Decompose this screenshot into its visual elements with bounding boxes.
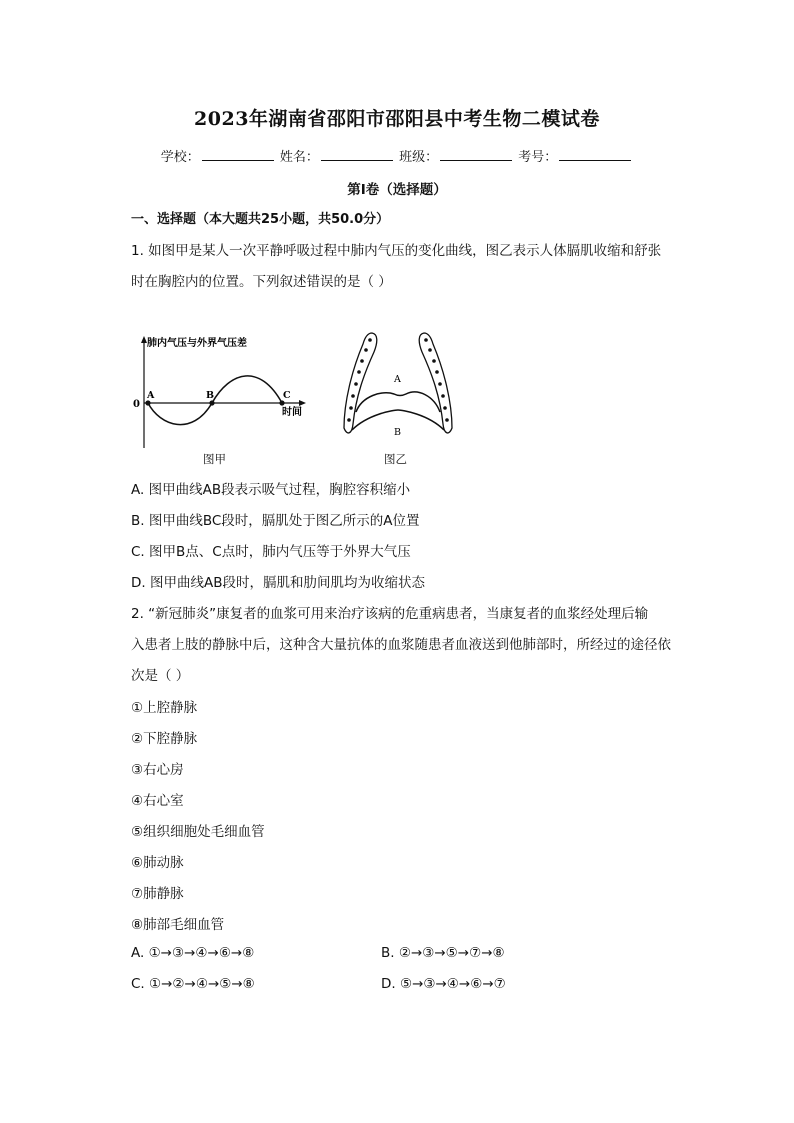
pressure-curve [148,376,282,425]
figure-yi-caption: 图乙 [384,452,407,466]
point-a-label: A [147,390,155,401]
exam-no-blank [559,148,631,161]
q2-option-d: D. ⑤→③→④→⑥→⑦ [381,976,506,992]
q2-item: ③右心房 [131,762,184,778]
q1-option-a: A. 图甲曲线AB段表示吸气过程，胸腔容积缩小 [131,482,411,498]
student-info-row [0,146,794,165]
q2-item: ②下腔静脉 [131,731,198,747]
graph-xlabel: 时间 [282,407,302,418]
point-b-label: B [206,390,215,401]
q1-option-b: B. 图甲曲线BC段时，膈肌处于图乙所示的A位置 [131,513,420,529]
class-label: 班级： [399,150,439,165]
q2-item: ④右心室 [131,793,184,809]
q2-stem-line1: 2. “新冠肺炎”康复者的血浆可用来治疗该病的危重病患者，当康复者的血浆经处理后输 [131,606,649,622]
diaphragm-b-label: B [394,427,401,438]
graph-ylabel: 肺内气压与外界气压差 [147,338,247,349]
name-label: 姓名： [279,150,319,165]
school-label: 学校： [160,150,200,165]
q2-item: ⑧肺部毛细血管 [131,917,225,933]
q2-stem-line2: 入患者上肢的静脉中后，这种含大量抗体的血浆随患者血液送到他肺部时，所经过的途径依 [131,637,671,653]
figure-yi-thorax [332,330,462,452]
graph-origin: 0 [133,399,140,410]
q1-stem-line2: 时在胸腔内的位置。下列叙述错误的是（ ） [131,274,392,290]
point-c-dot [279,400,284,405]
q2-item: ⑤组织细胞处毛细血管 [131,824,265,840]
q2-item: ①上腔静脉 [131,700,198,716]
figure-jia-caption: 图甲 [203,452,226,466]
figure-jia-graph [130,333,310,468]
right-rib-wall [419,333,452,433]
q1-option-c: C. 图甲B点、C点时，肺内气压等于外界大气压 [131,544,411,560]
diaphragm-a-label: A [394,374,401,385]
name-blank [321,148,393,161]
q2-item: ⑦肺静脉 [131,886,184,902]
q2-option-c: C. ①→②→④→⑤→⑧ [131,976,255,992]
point-b-dot [209,400,214,405]
q2-stem-line3: 次是（ ） [131,668,190,684]
class-blank [440,148,512,161]
exam-no-label: 考号： [518,150,558,165]
graph-x-arrow [299,400,306,406]
q1-stem-line1: 1. 如图甲是某人一次平静呼吸过程中肺内气压的变化曲线，图乙表示人体膈肌收缩和舒张 [131,243,662,259]
page-title: 2023年湖南省邵阳市邵阳县中考生物二模试卷 [194,108,600,130]
left-rib-wall [344,333,377,433]
q2-option-a: A. ①→③→④→⑥→⑧ [131,945,255,961]
point-c-label: C [283,390,291,401]
point-a-dot [145,400,150,405]
diaphragm-a-curve [356,392,440,412]
q2-option-b: B. ②→③→⑤→⑦→⑧ [381,945,505,961]
part-heading: 第Ⅰ卷（选择题） [347,182,447,198]
q2-item: ⑥肺动脉 [131,855,184,871]
section-heading: 一、选择题（本大题共25小题，共50.0分） [131,212,390,227]
q1-option-d: D. 图甲曲线AB段时，膈肌和肋间肌均为收缩状态 [131,575,425,591]
school-blank [202,148,274,161]
